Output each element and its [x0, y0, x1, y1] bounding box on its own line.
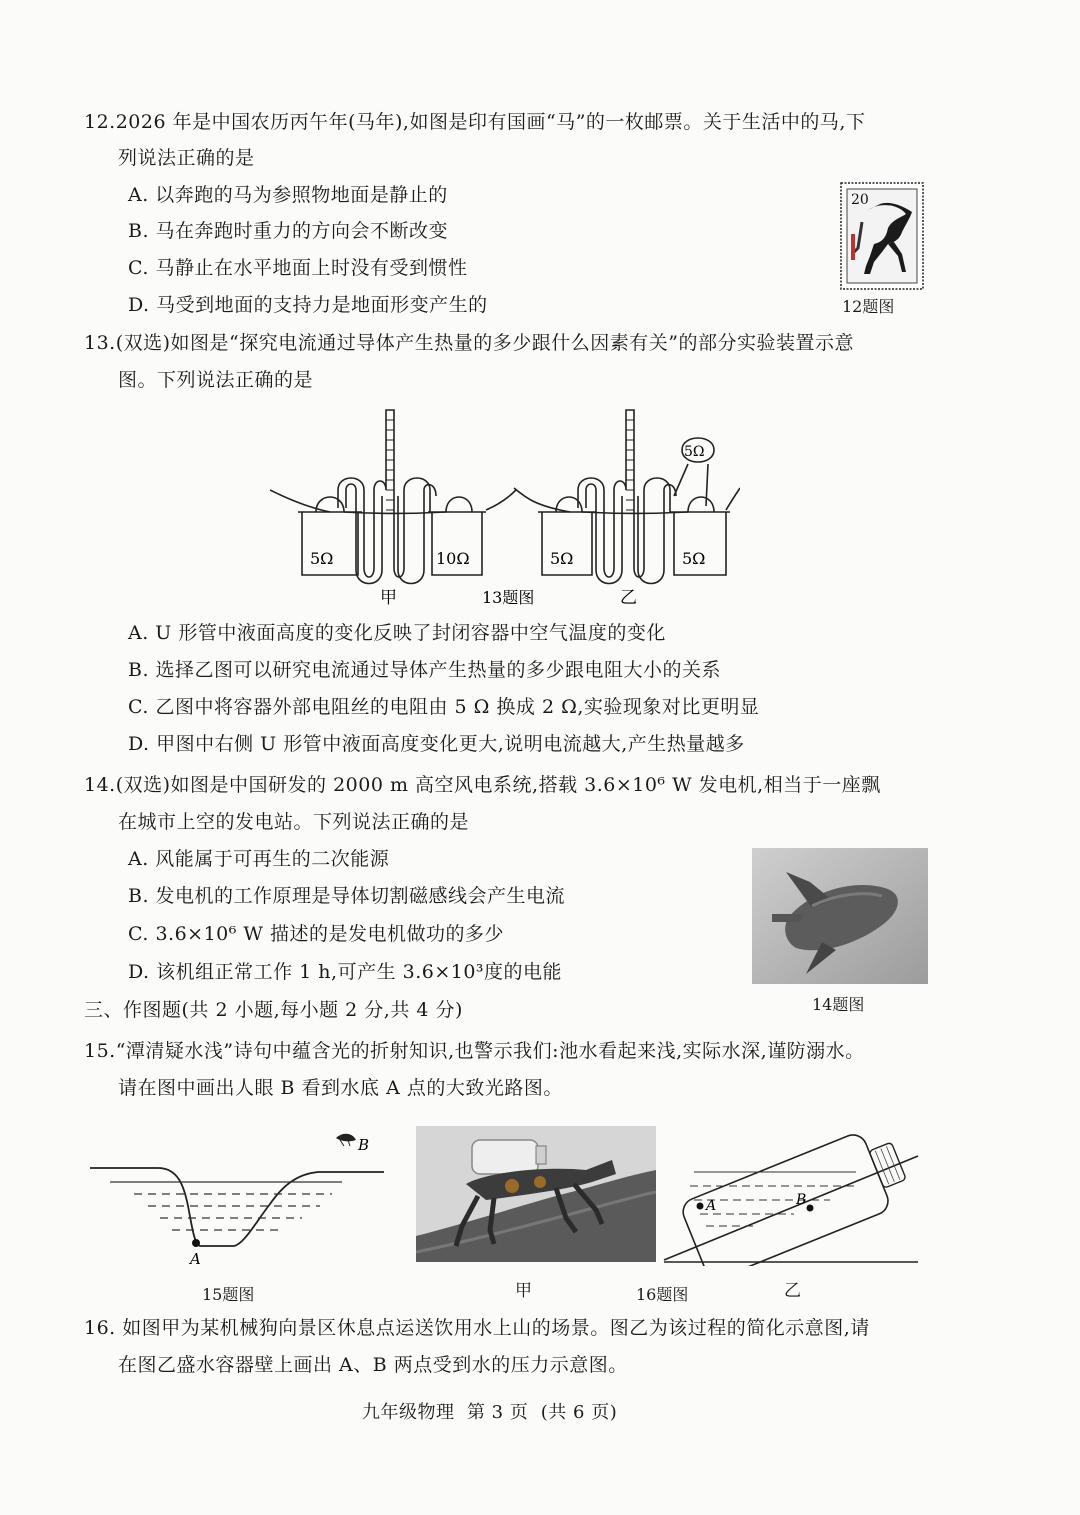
section-3-heading: 三、作图题(共 2 小题,每小题 2 分,共 4 分) — [84, 999, 463, 1021]
q16-label-jia: 甲 — [515, 1281, 532, 1301]
q16-figure-caption: 16题图 — [636, 1285, 689, 1304]
q16-label-yi: 乙 — [784, 1281, 801, 1301]
q15-figure-caption: 15题图 — [202, 1285, 255, 1304]
q12-stem-line2: 列说法正确的是 — [118, 147, 255, 169]
resistor-5ohm-external: 5Ω — [684, 444, 705, 460]
q14-option-c: C. 3.6×10⁶ W 描述的是发电机做功的多少 — [128, 923, 504, 945]
q12-option-c: C. 马静止在水平地面上时没有受到惯性 — [128, 257, 468, 279]
q13-stem-line2: 图。下列说法正确的是 — [118, 369, 314, 391]
q14-option-d: D. 该机组正常工作 1 h,可产生 3.6×10³度的电能 — [128, 961, 563, 983]
label-yi: 乙 — [620, 588, 637, 608]
q13-option-a: A. U 形管中液面高度的变化反映了封闭容器中空气温度的变化 — [128, 622, 666, 644]
pond-figure — [88, 1126, 388, 1266]
page-footer: 九年级物理 第 3 页 (共 6 页) — [362, 1402, 618, 1423]
resistor-5ohm-left-b: 5Ω — [550, 549, 574, 568]
joule-heating-apparatus-figure — [270, 400, 740, 615]
q14-stem-line1: 14.(双选)如图是中国研发的 2000 m 高空风电系统,搭载 3.6×10⁶ W 发电机,相当于一座飘 — [84, 774, 881, 796]
robot-dog-photo — [416, 1126, 656, 1262]
q13-option-d: D. 甲图中右侧 U 形管中液面高度变化更大,说明电流越大,产生热量越多 — [128, 733, 745, 755]
point-b-label-16: B — [796, 1192, 807, 1208]
q12-option-a: A. 以奔跑的马为参照物地面是静止的 — [128, 184, 448, 206]
q15-stem-line1: 15.“潭清疑水浅”诗句中蕴含光的折射知识,也警示我们:池水看起来浅,实际水深,谨防溺水。 — [84, 1040, 865, 1062]
q14-option-b: B. 发电机的工作原理是导体切割磁感线会产生电流 — [128, 885, 566, 907]
tilted-water-container-figure — [660, 1106, 922, 1266]
q15-stem-line2: 请在图中画出人眼 B 看到水底 A 点的大致光路图。 — [118, 1077, 563, 1099]
q12-option-b: B. 马在奔跑时重力的方向会不断改变 — [128, 220, 449, 242]
resistor-5ohm-right-b: 5Ω — [682, 549, 706, 568]
stamp-value-text: 20 — [851, 192, 869, 208]
horse-stamp-figure — [840, 182, 924, 290]
point-a-label-16: A — [706, 1198, 717, 1214]
resistor-5ohm-left-a: 5Ω — [310, 549, 334, 568]
q16-stem-line2: 在图乙盛水容器壁上画出 A、B 两点受到水的压力示意图。 — [118, 1354, 628, 1376]
q14-figure-caption: 14题图 — [812, 995, 865, 1014]
q13-stem-line1: 13.(双选)如图是“探究电流通过导体产生热量的多少跟什么因素有关”的部分实验装置示意 — [84, 332, 854, 354]
q14-option-a: A. 风能属于可再生的二次能源 — [128, 848, 390, 870]
label-jia: 甲 — [380, 588, 397, 608]
eye-b-label: B — [358, 1136, 370, 1154]
q16-stem-line1: 16. 如图甲为某机械狗向景区休息点运送饮用水上山的场景。图乙为该过程的简化示意图,请 — [84, 1317, 870, 1339]
q13-option-b: B. 选择乙图可以研究电流通过导体产生热量的多少跟电阻大小的关系 — [128, 659, 722, 681]
point-a-label: A — [190, 1250, 201, 1266]
q13-figure-caption: 13题图 — [482, 588, 535, 607]
resistor-10ohm: 10Ω — [436, 549, 470, 568]
q12-figure-caption: 12题图 — [842, 297, 895, 316]
q12-option-d: D. 马受到地面的支持力是地面形变产生的 — [128, 294, 488, 316]
q12-stem-line1: 12.2026 年是中国农历丙午年(马年),如图是印有国画“马”的一枚邮票。关于生活中的马,下 — [84, 111, 866, 133]
airborne-wind-turbine-photo — [752, 848, 928, 984]
q14-stem-line2: 在城市上空的发电站。下列说法正确的是 — [118, 811, 470, 833]
q13-option-c: C. 乙图中将容器外部电阻丝的电阻由 5 Ω 换成 2 Ω,实验现象对比更明显 — [128, 696, 760, 718]
